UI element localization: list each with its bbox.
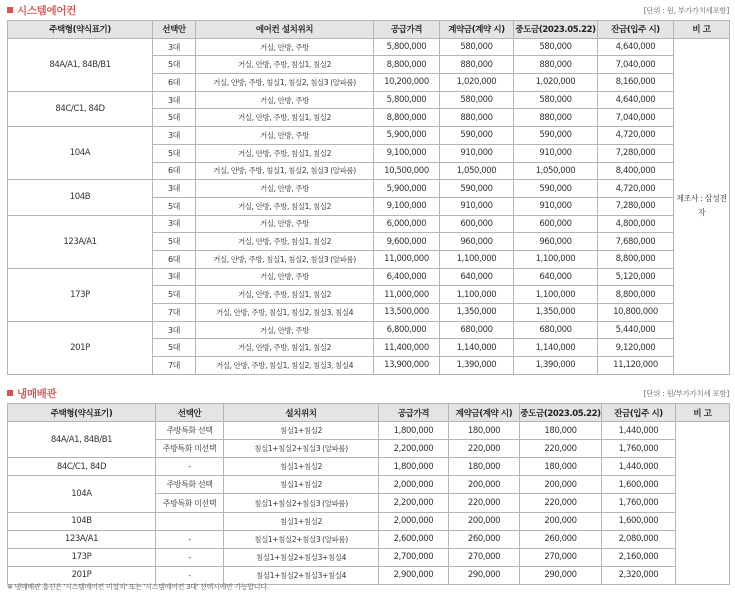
header-type: 주택형(약식표기) <box>8 21 153 39</box>
balance-cell: 1,440,000 <box>602 458 676 476</box>
contract-cell: 260,000 <box>449 530 520 548</box>
interim-cell: 200,000 <box>520 476 602 494</box>
unit-type-cell: 84C/C1, 84D <box>8 91 153 126</box>
interim-cell: 960,000 <box>514 233 598 251</box>
balance-cell: 1,600,000 <box>602 512 676 530</box>
balance-cell: 10,800,000 <box>598 304 674 322</box>
header-balance: 잔금(입주 시) <box>598 21 674 39</box>
location-cell: 거실, 안방, 주방, 침실1, 침실2 <box>196 286 374 304</box>
location-cell: 거실, 안방, 주방 <box>196 180 374 198</box>
cooling-title-text: 냉매배관 <box>17 388 57 400</box>
contract-cell: 1,390,000 <box>440 357 514 375</box>
unit-type-cell: 104B <box>8 180 153 215</box>
table-row <box>8 512 730 530</box>
interim-cell: 290,000 <box>520 566 602 584</box>
price-cell: 13,500,000 <box>374 304 440 322</box>
option-cell: 3대 <box>153 180 196 198</box>
option-cell <box>156 512 224 530</box>
contract-cell: 1,350,000 <box>440 304 514 322</box>
price-cell: 6,000,000 <box>374 215 440 233</box>
remarks-cell <box>676 422 730 585</box>
price-cell: 1,800,000 <box>379 458 449 476</box>
balance-cell: 7,040,000 <box>598 56 674 74</box>
price-cell: 13,900,000 <box>374 357 440 375</box>
location-cell: 거실, 안방, 주방, 침실1, 침실2 <box>196 109 374 127</box>
unit-type-cell: 123A/A1 <box>8 530 156 548</box>
interim-cell: 580,000 <box>514 38 598 56</box>
price-cell: 9,100,000 <box>374 144 440 162</box>
contract-cell: 590,000 <box>440 127 514 145</box>
interim-cell: 180,000 <box>520 422 602 440</box>
location-cell: 침실1+침실2 <box>224 422 379 440</box>
location-cell: 거실, 안방, 주방, 침실1, 침실2, 침실3, 침실4 <box>196 357 374 375</box>
aircon-price-table <box>7 20 730 375</box>
contract-cell: 180,000 <box>449 458 520 476</box>
aircon-title-text: 시스템에어컨 <box>17 5 77 17</box>
contract-cell: 1,020,000 <box>440 74 514 92</box>
option-cell: 6대 <box>153 74 196 92</box>
location-cell: 거실, 안방, 주방, 침실1, 침실2 <box>196 339 374 357</box>
location-cell: 거실, 안방, 주방, 침실1, 침실2, 침실3 (알파룸) <box>196 74 374 92</box>
aircon-unit-note: [단위 : 원, 부가가치세포함] <box>643 6 729 15</box>
red-square-icon <box>7 390 13 396</box>
header-location: 설치위치 <box>224 404 379 422</box>
balance-cell: 7,280,000 <box>598 197 674 215</box>
table-row <box>8 458 730 476</box>
interim-cell: 910,000 <box>514 197 598 215</box>
unit-type-cell: 84A/A1, 84B/B1 <box>8 38 153 91</box>
balance-cell: 7,040,000 <box>598 109 674 127</box>
unit-type-cell: 173P <box>8 268 153 321</box>
location-cell: 거실, 안방, 주방 <box>196 127 374 145</box>
balance-cell: 1,760,000 <box>602 440 676 458</box>
option-cell: 3대 <box>153 321 196 339</box>
header-location: 에어컨 설치위치 <box>196 21 374 39</box>
interim-cell: 270,000 <box>520 548 602 566</box>
table-row <box>8 530 730 548</box>
price-cell: 6,800,000 <box>374 321 440 339</box>
unit-type-cell: 104A <box>8 127 153 180</box>
option-cell: 3대 <box>153 127 196 145</box>
table-row <box>8 548 730 566</box>
header-balance: 잔금(입주 시) <box>602 404 676 422</box>
cooling-unit-note: [단위 : 원/부가가치세 포함] <box>643 389 729 398</box>
table-row <box>8 215 730 233</box>
balance-cell: 7,280,000 <box>598 144 674 162</box>
option-cell: 3대 <box>153 91 196 109</box>
contract-cell: 580,000 <box>440 91 514 109</box>
aircon-table-body <box>8 38 730 374</box>
header-contract: 계약금(계약 시) <box>440 21 514 39</box>
option-cell: 3대 <box>153 268 196 286</box>
interim-cell: 590,000 <box>514 180 598 198</box>
location-cell: 거실, 안방, 주방, 침실1, 침실2 <box>196 144 374 162</box>
balance-cell: 1,440,000 <box>602 422 676 440</box>
contract-cell: 290,000 <box>449 566 520 584</box>
header-interim: 중도금(2023.05.22) <box>520 404 602 422</box>
price-cell: 9,100,000 <box>374 197 440 215</box>
remarks-cell: 제조사 : 삼성전자 <box>674 38 730 374</box>
option-cell: 5대 <box>153 233 196 251</box>
balance-cell: 1,600,000 <box>602 476 676 494</box>
location-cell: 거실, 안방, 주방 <box>196 91 374 109</box>
price-cell: 11,000,000 <box>374 286 440 304</box>
header-type: 주택형(약식표기) <box>8 404 156 422</box>
unit-type-cell: 104A <box>8 476 156 512</box>
contract-cell: 590,000 <box>440 180 514 198</box>
location-cell: 거실, 안방, 주방 <box>196 268 374 286</box>
balance-cell: 4,720,000 <box>598 127 674 145</box>
balance-cell: 9,120,000 <box>598 339 674 357</box>
balance-cell: 8,400,000 <box>598 162 674 180</box>
option-cell: 6대 <box>153 162 196 180</box>
contract-cell: 880,000 <box>440 56 514 74</box>
contract-cell: 220,000 <box>449 440 520 458</box>
cooling-header-row <box>8 404 730 422</box>
unit-type-cell: 201P <box>8 566 156 584</box>
price-cell: 8,800,000 <box>374 109 440 127</box>
balance-cell: 2,320,000 <box>602 566 676 584</box>
price-cell: 5,800,000 <box>374 91 440 109</box>
location-cell: 침실1+침실2+침실3 (알파룸) <box>224 440 379 458</box>
price-cell: 5,800,000 <box>374 38 440 56</box>
contract-cell: 580,000 <box>440 38 514 56</box>
price-cell: 11,400,000 <box>374 339 440 357</box>
option-cell: 5대 <box>153 339 196 357</box>
unit-type-cell: 84C/C1, 84D <box>8 458 156 476</box>
price-cell: 9,600,000 <box>374 233 440 251</box>
location-cell: 침실1+침실2 <box>224 476 379 494</box>
interim-cell: 1,350,000 <box>514 304 598 322</box>
option-cell: 3대 <box>153 215 196 233</box>
balance-cell: 4,800,000 <box>598 215 674 233</box>
contract-cell: 910,000 <box>440 144 514 162</box>
location-cell: 침실1+침실2+침실3 (알파룸) <box>224 530 379 548</box>
interim-cell: 1,390,000 <box>514 357 598 375</box>
option-cell: 5대 <box>153 197 196 215</box>
footnote: ※ 냉매배관 옵션은 '시스템에어컨 미설치' 또는 '시스템에어컨 3대' 선택시에만 가능합니다. <box>7 583 269 591</box>
interim-cell: 1,020,000 <box>514 74 598 92</box>
option-cell: 5대 <box>153 286 196 304</box>
option-cell: 주방특화 선택 <box>156 476 224 494</box>
contract-cell: 180,000 <box>449 422 520 440</box>
interim-cell: 260,000 <box>520 530 602 548</box>
price-cell: 5,900,000 <box>374 127 440 145</box>
option-cell: 주방특화 미선택 <box>156 440 224 458</box>
header-remarks: 비 고 <box>676 404 730 422</box>
option-cell: 7대 <box>153 304 196 322</box>
option-cell: 6대 <box>153 250 196 268</box>
location-cell: 침실1+침실2 <box>224 458 379 476</box>
red-square-icon <box>7 7 13 13</box>
price-cell: 2,000,000 <box>379 476 449 494</box>
table-row <box>8 180 730 198</box>
aircon-section-title <box>7 3 76 18</box>
table-row <box>8 422 730 440</box>
option-cell: 주방특화 미선택 <box>156 494 224 512</box>
interim-cell: 880,000 <box>514 109 598 127</box>
interim-cell: 220,000 <box>520 494 602 512</box>
price-cell: 2,600,000 <box>379 530 449 548</box>
price-cell: 11,000,000 <box>374 250 440 268</box>
header-remarks: 비 고 <box>674 21 730 39</box>
contract-cell: 270,000 <box>449 548 520 566</box>
price-cell: 8,800,000 <box>374 56 440 74</box>
option-cell: 주방특화 선택 <box>156 422 224 440</box>
contract-cell: 200,000 <box>449 512 520 530</box>
cooling-section-header <box>7 386 729 402</box>
table-row <box>8 268 730 286</box>
price-cell: 10,500,000 <box>374 162 440 180</box>
interim-cell: 200,000 <box>520 512 602 530</box>
contract-cell: 1,100,000 <box>440 250 514 268</box>
location-cell: 거실, 안방, 주방, 침실1, 침실2, 침실3 (알파룸) <box>196 250 374 268</box>
balance-cell: 11,120,000 <box>598 357 674 375</box>
option-cell: 7대 <box>153 357 196 375</box>
header-price: 공급가격 <box>374 21 440 39</box>
contract-cell: 960,000 <box>440 233 514 251</box>
interim-cell: 680,000 <box>514 321 598 339</box>
aircon-header-row <box>8 21 730 39</box>
balance-cell: 1,760,000 <box>602 494 676 512</box>
price-cell: 2,700,000 <box>379 548 449 566</box>
interim-cell: 1,050,000 <box>514 162 598 180</box>
interim-cell: 580,000 <box>514 91 598 109</box>
option-cell: 5대 <box>153 144 196 162</box>
interim-cell: 590,000 <box>514 127 598 145</box>
location-cell: 거실, 안방, 주방 <box>196 38 374 56</box>
interim-cell: 880,000 <box>514 56 598 74</box>
contract-cell: 1,050,000 <box>440 162 514 180</box>
unit-type-cell: 201P <box>8 321 153 374</box>
price-cell: 2,900,000 <box>379 566 449 584</box>
balance-cell: 7,680,000 <box>598 233 674 251</box>
header-contract: 계약금(계약 시) <box>449 404 520 422</box>
price-cell: 2,000,000 <box>379 512 449 530</box>
balance-cell: 8,800,000 <box>598 286 674 304</box>
location-cell: 침실1+침실2 <box>224 512 379 530</box>
table-row <box>8 321 730 339</box>
header-interim: 중도금(2023.05.22) <box>514 21 598 39</box>
location-cell: 거실, 안방, 주방, 침실1, 침실2 <box>196 197 374 215</box>
location-cell: 거실, 안방, 주방, 침실1, 침실2 <box>196 233 374 251</box>
option-cell: 5대 <box>153 109 196 127</box>
price-cell: 2,200,000 <box>379 440 449 458</box>
contract-cell: 640,000 <box>440 268 514 286</box>
balance-cell: 2,160,000 <box>602 548 676 566</box>
location-cell: 거실, 안방, 주방, 침실1, 침실2, 침실3 (알파룸) <box>196 162 374 180</box>
price-cell: 2,200,000 <box>379 494 449 512</box>
cooling-section-title <box>7 386 56 401</box>
location-cell: 거실, 안방, 주방, 침실1, 침실2, 침실3, 침실4 <box>196 304 374 322</box>
price-cell: 6,400,000 <box>374 268 440 286</box>
option-cell: - <box>156 548 224 566</box>
interim-cell: 640,000 <box>514 268 598 286</box>
contract-cell: 910,000 <box>440 197 514 215</box>
contract-cell: 200,000 <box>449 476 520 494</box>
location-cell: 침실1+침실2+침실3+침실4 <box>224 548 379 566</box>
interim-cell: 180,000 <box>520 458 602 476</box>
option-cell: - <box>156 566 224 584</box>
cooling-table-body <box>8 422 730 585</box>
contract-cell: 600,000 <box>440 215 514 233</box>
table-row <box>8 476 730 494</box>
table-row <box>8 38 730 56</box>
option-cell: 3대 <box>153 38 196 56</box>
location-cell: 거실, 안방, 주방 <box>196 215 374 233</box>
cooling-price-table <box>7 403 730 585</box>
balance-cell: 2,080,000 <box>602 530 676 548</box>
location-cell: 거실, 안방, 주방, 침실1, 침실2 <box>196 56 374 74</box>
unit-type-cell: 123A/A1 <box>8 215 153 268</box>
balance-cell: 4,640,000 <box>598 38 674 56</box>
balance-cell: 8,800,000 <box>598 250 674 268</box>
contract-cell: 1,140,000 <box>440 339 514 357</box>
interim-cell: 220,000 <box>520 440 602 458</box>
header-price: 공급가격 <box>379 404 449 422</box>
price-cell: 5,900,000 <box>374 180 440 198</box>
header-option: 선택안 <box>153 21 196 39</box>
table-row <box>8 91 730 109</box>
balance-cell: 4,720,000 <box>598 180 674 198</box>
price-cell: 10,200,000 <box>374 74 440 92</box>
unit-type-cell: 104B <box>8 512 156 530</box>
unit-type-cell: 84A/A1, 84B/B1 <box>8 422 156 458</box>
interim-cell: 1,140,000 <box>514 339 598 357</box>
balance-cell: 8,160,000 <box>598 74 674 92</box>
contract-cell: 880,000 <box>440 109 514 127</box>
contract-cell: 680,000 <box>440 321 514 339</box>
unit-type-cell: 173P <box>8 548 156 566</box>
location-cell: 침실1+침실2+침실3 (알파룸) <box>224 494 379 512</box>
contract-cell: 220,000 <box>449 494 520 512</box>
location-cell: 침실1+침실2+침실3+침실4 <box>224 566 379 584</box>
price-cell: 1,800,000 <box>379 422 449 440</box>
interim-cell: 1,100,000 <box>514 250 598 268</box>
header-option: 선택안 <box>156 404 224 422</box>
contract-cell: 1,100,000 <box>440 286 514 304</box>
balance-cell: 4,640,000 <box>598 91 674 109</box>
interim-cell: 600,000 <box>514 215 598 233</box>
option-cell: - <box>156 530 224 548</box>
option-cell: 5대 <box>153 56 196 74</box>
table-row <box>8 127 730 145</box>
location-cell: 거실, 안방, 주방 <box>196 321 374 339</box>
aircon-section-header <box>7 3 729 19</box>
option-cell: - <box>156 458 224 476</box>
interim-cell: 910,000 <box>514 144 598 162</box>
balance-cell: 5,120,000 <box>598 268 674 286</box>
interim-cell: 1,100,000 <box>514 286 598 304</box>
balance-cell: 5,440,000 <box>598 321 674 339</box>
